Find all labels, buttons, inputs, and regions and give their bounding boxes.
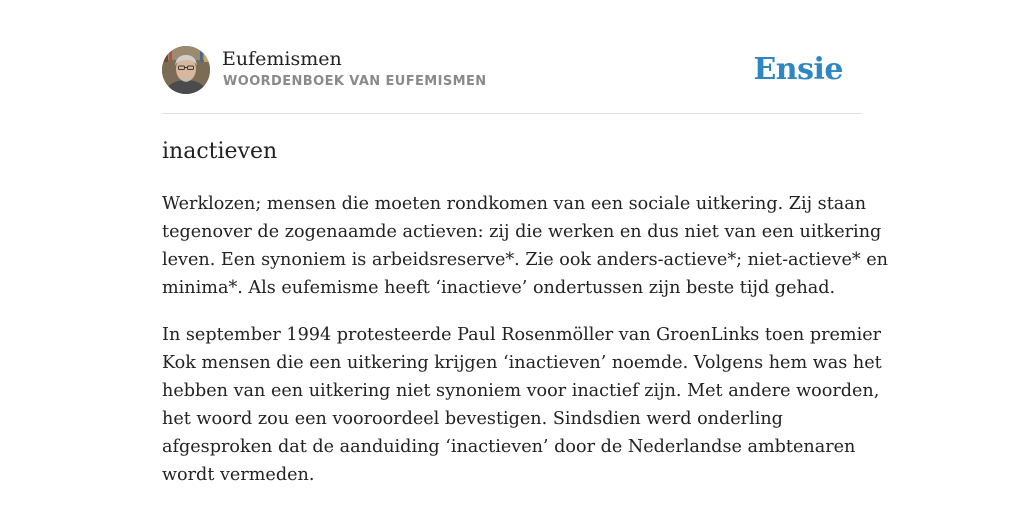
entry-definition bbox=[162, 190, 888, 508]
header bbox=[162, 46, 862, 96]
definition-paragraph bbox=[162, 190, 888, 302]
definition-line: wordt vermeden. bbox=[162, 465, 315, 485]
definition-line: Werklozen; mensen die moeten rondkomen van een sociale uitkering. Zij staan bbox=[162, 194, 867, 214]
header-divider bbox=[162, 113, 862, 114]
definition-line: leven. Een synoniem is arbeidsreserve*. Zie ook anders-actieve*; niet-actieve* en bbox=[162, 250, 888, 270]
definition-line: Kok mensen die een uitkering krijgen ‘inactieven’ noemde. Volgens hem was het bbox=[162, 353, 882, 373]
definition-line: minima*. Als eufemisme heeft ‘inactieve’ ondertussen zijn beste tijd gehad. bbox=[162, 278, 836, 298]
definition-paragraph bbox=[162, 321, 882, 489]
definition-line: het woord zou een vooroordeel bevestigen. Sindsdien werd onderling bbox=[162, 409, 783, 429]
definition-line: In september 1994 protesteerde Paul Rosenmöller van GroenLinks toen premier bbox=[162, 325, 882, 345]
definition-line: hebben van een uitkering niet synoniem voor inactief zijn. Met andere woorden, bbox=[162, 381, 880, 401]
author-avatar-icon[interactable] bbox=[162, 46, 210, 94]
ensie-logo[interactable]: Ensie bbox=[753, 52, 843, 87]
avatar-image bbox=[162, 46, 210, 94]
source-title[interactable]: Eufemismen bbox=[222, 48, 342, 70]
definition-line: tegenover de zogenaamde actieven: zij die werken en dus niet van een uitkering bbox=[162, 222, 882, 242]
source-subtitle: WOORDENBOEK VAN EUFEMISMEN bbox=[223, 74, 487, 89]
entry-title: inactieven bbox=[162, 139, 278, 164]
definition-line: afgesproken dat de aanduiding ‘inactieven’ door de Nederlandse ambtenaren bbox=[162, 437, 856, 457]
